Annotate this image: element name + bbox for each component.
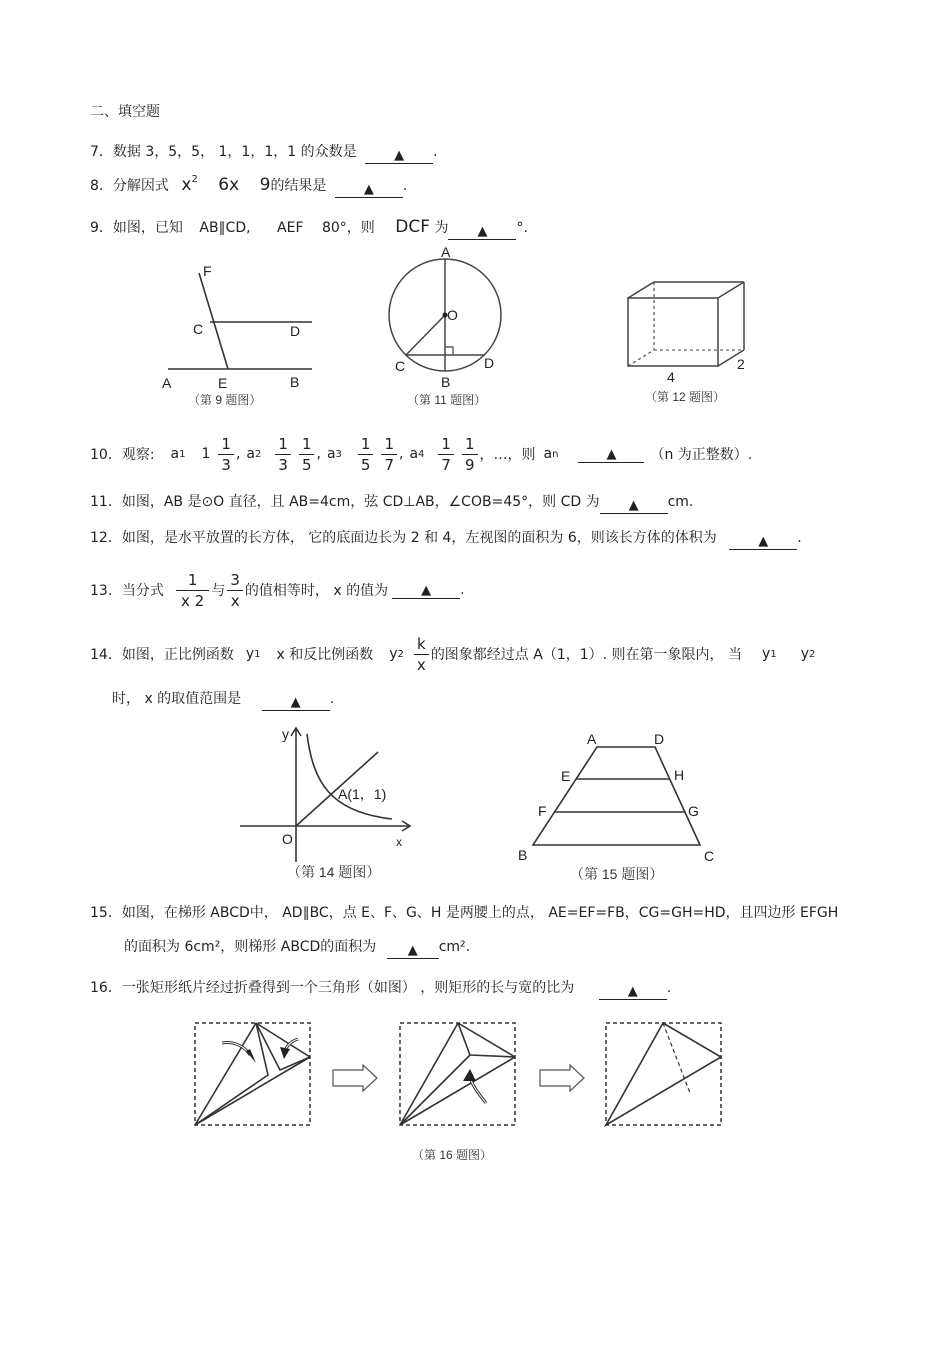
answer-triangle-icon: ▲ [363,182,374,197]
question-7: 7．数据 3，5，5， 1，1，1，1 的众数是 ▲ . [90,144,438,163]
question-16: 16．一张矩形纸片经过折叠得到一个三角形（如图） ，则矩形的长与宽的比为 ▲ . [90,980,672,999]
question-10: 10．观察: a 1 1 $\frac{1}{3}$ , a 2 $\frac{1}{3}$ $\frac{1}{5}$ , a 3 $\frac{1}{5}$ $\frac{1}{7}$ , a 4 $\frac{1}{7}$ $\frac{1}{9}$ ，…，则 a n ▲ （n 为正整数）. [90,434,753,474]
fig14-label-x: x [396,835,402,849]
fig14-label-o: O [282,831,293,847]
answer-blank[interactable] [448,223,516,240]
fold-step-1 [195,1023,310,1125]
fig15-label-a: A [587,731,597,747]
fig15-label-g: G [688,803,699,819]
next-step-arrow-icon [333,1065,377,1091]
answer-triangle-icon: ▲ [628,498,639,513]
fig9-label-d: D [290,323,301,339]
fold-step-2 [400,1023,515,1125]
fig15-label-c: C [704,848,715,864]
fig15-caption: （第 15 题图） [570,866,664,882]
fig15-label-b: B [518,847,528,863]
answer-blank[interactable] [262,694,330,711]
fig9-caption: （第 9 题图） [188,393,262,407]
fig15-label-d: D [654,731,665,747]
question-7-text: 7．数据 3，5，5， 1，1，1，1 的众数是 [90,144,357,160]
fig12-label-4: 4 [667,369,675,385]
answer-blank[interactable] [392,582,460,599]
figure-15 [533,747,700,845]
answer-blank[interactable] [365,147,433,164]
fig11-label-b: B [441,374,451,390]
answer-blank[interactable] [335,181,403,198]
fig15-label-e: E [561,768,571,784]
figure-12 [628,282,744,366]
answer-blank[interactable] [599,983,667,1000]
answer-triangle-icon: ▲ [627,984,638,999]
answer-blank[interactable] [387,942,439,959]
figure-16 [0,1015,950,1165]
fig12-label-2: 2 [737,356,745,372]
fig14-label-y: y [282,726,289,742]
answer-triangle-icon: ▲ [421,582,432,598]
answer-triangle-icon: ▲ [758,534,769,549]
fig16-caption: （第 16 题图） [412,1148,493,1162]
fig15-label-h: H [674,767,685,783]
fig14-label-a: A(1，1) [338,786,387,802]
question-15-line-2: 的面积为 6cm²，则梯形 ABCD的面积为 ▲ cm². [124,939,471,958]
fig9-label-e: E [218,375,228,391]
fig15-label-f: F [538,803,547,819]
fig11-label-c: C [395,358,406,374]
fold-arrow-icon [246,1049,256,1063]
fig9-label-b: B [290,374,300,390]
fig11-label-o: O [447,307,458,323]
question-14-line-2: 时， x 的取值范围是 ▲ . [112,691,335,710]
question-14: 14．如图，正比例函数 y 1 x 和反比例函数 y 2 $\frac{k}{x}$ 的图象都经过点 A（1，1）. 则在第一象限内， 当 y 1 y 2 [90,634,816,674]
fold-arrow-icon [463,1069,476,1081]
answer-triangle-icon: ▲ [290,695,301,710]
answer-triangle-icon: ▲ [477,224,488,239]
fig11-label-a: A [441,244,451,260]
figures-row-1 [0,240,950,415]
next-step-arrow-icon [540,1065,584,1091]
fold-arrow-icon [280,1047,290,1059]
fig12-caption: （第 12 题图） [645,390,726,404]
fig14-caption: （第 14 题图） [287,864,381,880]
fig11-label-d: D [484,355,495,371]
fig11-caption: （第 11 题图） [407,393,487,407]
question-12: 12．如图，是水平放置的长方体， 它的底面边长为 2 和 4，左视图的面积为 6，则该长方体的体积为 ▲ . [90,530,802,549]
fold-step-3 [606,1023,721,1125]
answer-blank[interactable] [578,446,644,463]
question-11: 11．如图，AB 是⊙O 直径，且 AB=4cm，弦 CD⊥AB，∠COB=45°，则 CD 为 ▲ cm. [90,494,694,513]
fig9-label-c: C [193,321,204,337]
answer-triangle-icon: ▲ [606,446,617,462]
question-13: 13．当分式 $\frac{1}{x 2}$ 与 $\frac{3}{x}$ 的值相等时， x 的值为 ▲ . [90,570,465,610]
answer-blank[interactable] [729,533,797,550]
figures-row-2 [0,722,950,887]
section-title: 二、填空题 [90,104,160,120]
answer-blank[interactable] [600,497,668,514]
question-9: 9．如图，已知 AB∥CD, AEF 80°，则 DCF 为 ▲ °. [90,217,528,239]
fig9-label-a: A [162,375,172,391]
answer-triangle-icon: ▲ [394,148,405,163]
figure-9 [168,273,312,369]
question-8: 8．分解因式 $x^2$ 6x 9的结果是 ▲ . [90,174,408,197]
question-15: 15．如图，在梯形 ABCD中， AD∥BC，点 E、F、G、H 是两腰上的点， AE=EF=FB，CG=GH=HD，且四边形 EFGH [90,905,839,921]
answer-triangle-icon: ▲ [407,943,418,958]
fig9-label-f: F [203,263,212,279]
